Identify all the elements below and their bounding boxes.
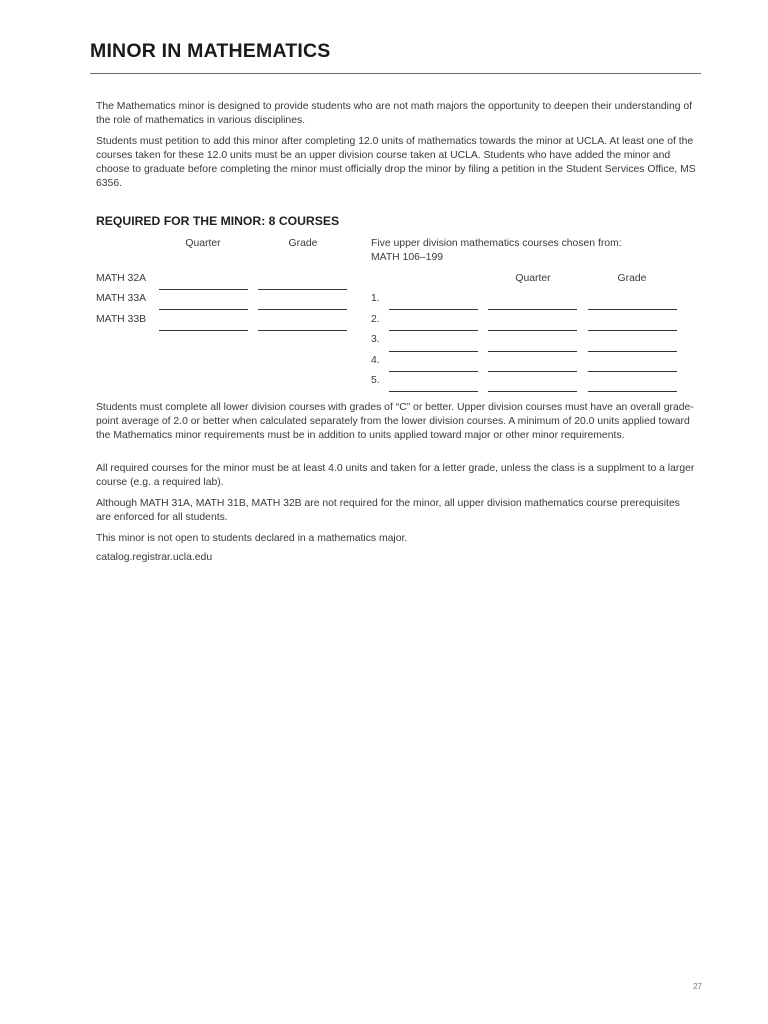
upper-intro-line-1: Five upper division mathematics courses chosen from: (371, 238, 622, 249)
upper-course-5-grade-blank (588, 391, 677, 392)
upper-course-number-1: 1. (371, 293, 380, 304)
upper-course-3-quarter-blank (488, 351, 577, 352)
upper-course-1-quarter-blank (488, 309, 577, 310)
upper-course-1-grade-blank (588, 309, 677, 310)
upper-intro-line-2: MATH 106–199 (371, 252, 444, 263)
title-divider (90, 73, 701, 74)
upper-course-2-quarter-blank (488, 330, 577, 331)
upper-course-number-5: 5. (371, 375, 380, 386)
upper-course-number-2: 2. (371, 314, 380, 325)
lower-course-2-grade-blank (258, 309, 347, 310)
upper-course-1-name-blank (389, 309, 478, 310)
note-units: All required courses for the minor must be at least 4.0 units and taken for a letter grade, unless the class is a supplment to a larger course (e.g. a required lab). (96, 463, 695, 488)
lower-course-3-quarter-blank (159, 330, 248, 331)
lower-course-2-quarter-blank (159, 309, 248, 310)
intro-paragraph-1: The Mathematics minor is designed to provide students who are not math majors the opportunity to deepen their understanding of the role of mathematics in various disciplines. (96, 101, 693, 126)
lower-course-3: MATH 33B (96, 314, 147, 325)
lower-course-2: MATH 33A (96, 293, 147, 304)
upper-course-2-grade-blank (588, 330, 677, 331)
upper-course-number-3: 3. (371, 334, 380, 345)
upper-course-4-quarter-blank (488, 371, 577, 372)
right-quarter-header: Quarter (515, 273, 551, 284)
upper-course-5-quarter-blank (488, 391, 577, 392)
requirements-heading: REQUIRED FOR THE MINOR: 8 COURSES (96, 214, 340, 228)
intro-paragraph-2: Students must petition to add this minor after completing 12.0 units of mathematics towards the minor at UCLA. At least one of the courses taken for these 12.0 units must be an upper division course taken at UCLA. Students who have added the minor and choose to graduate before completing the minor must officially drop the minor by filing a petition in the Student Services Office, MS 6356. (96, 136, 696, 189)
upper-course-3-name-blank (389, 351, 478, 352)
lower-course-3-grade-blank (258, 330, 347, 331)
note-eligibility: This minor is not open to students declared in a mathematics major. (96, 533, 408, 544)
upper-course-4-grade-blank (588, 371, 677, 372)
upper-course-3-grade-blank (588, 351, 677, 352)
page-title: MINOR IN MATHEMATICS (90, 40, 331, 62)
left-grade-header: Grade (288, 238, 318, 249)
right-grade-header: Grade (617, 273, 647, 284)
upper-course-number-4: 4. (371, 355, 380, 366)
upper-course-2-name-blank (389, 330, 478, 331)
lower-course-1-quarter-blank (159, 289, 248, 290)
lower-course-1: MATH 32A (96, 273, 147, 284)
lower-course-1-grade-blank (258, 289, 347, 290)
catalog-url: catalog.registrar.ucla.edu (96, 552, 213, 563)
upper-course-5-name-blank (389, 391, 478, 392)
page-number: 27 (693, 982, 702, 991)
left-quarter-header: Quarter (185, 238, 221, 249)
upper-course-4-name-blank (389, 371, 478, 372)
note-prerequisites: Although MATH 31A, MATH 31B, MATH 32B are not required for the minor, all upper division mathematics course prerequisites are enforced for all students. (96, 498, 680, 523)
note-grades: Students must complete all lower division courses with grades of “C” or better. Upper division courses must have an overall grade-point average of 2.0 or better when calculated separately from the lower division courses. A minimum of 20.0 units applied toward the Mathematics minor requirements must be in addition to units applied toward major or other minor requirements. (96, 402, 694, 441)
